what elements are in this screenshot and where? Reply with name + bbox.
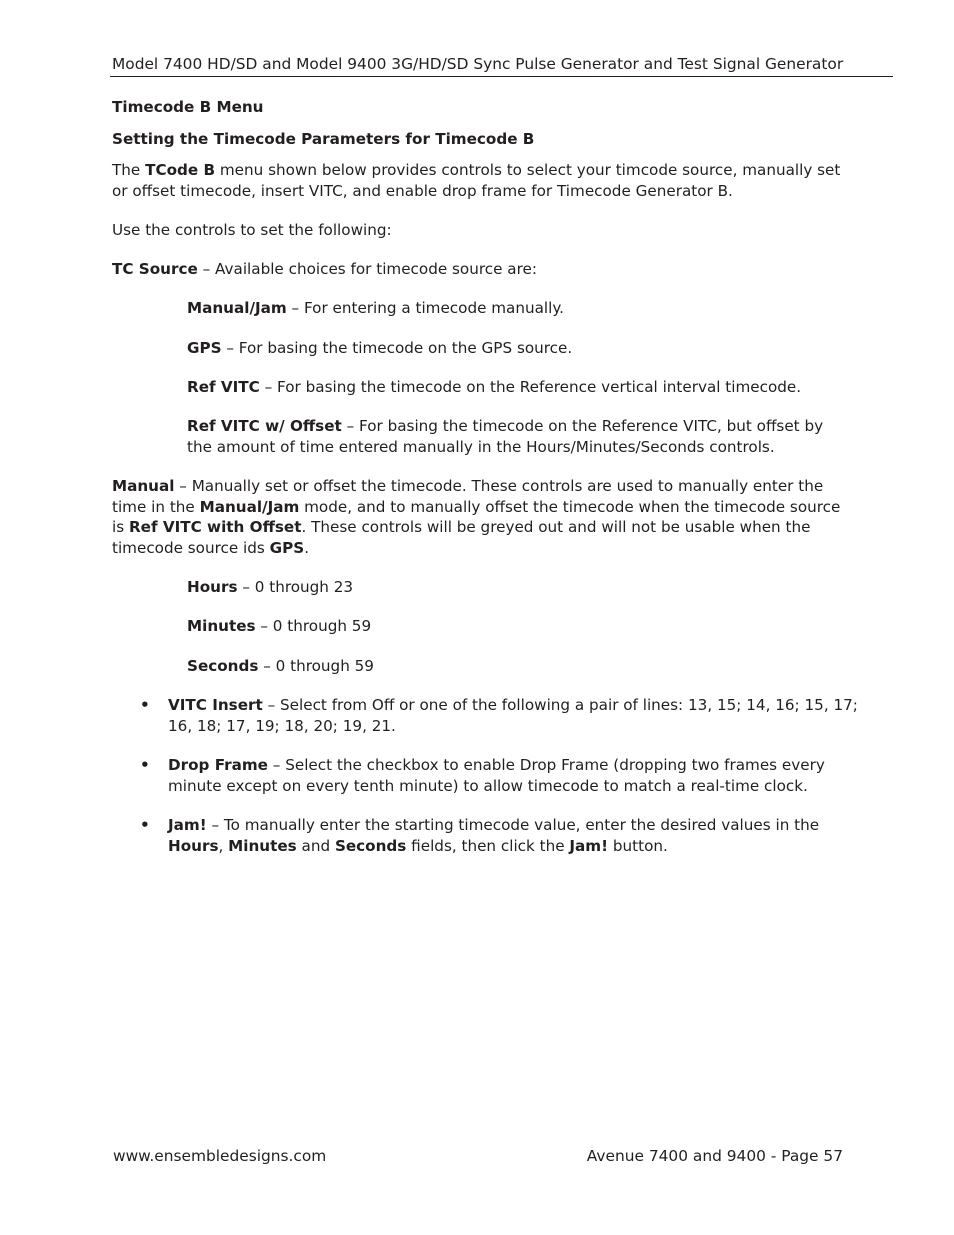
- bullet-jam-dot: •: [140, 816, 150, 834]
- section-heading: Setting the Timecode Parameters for Timecode B: [112, 130, 535, 148]
- tc-source-paragraph: TC Source – Available choices for timecode source are:: [112, 260, 537, 278]
- manual-paragraph: Manual – Manually set or offset the timecode. These controls are used to manually enter the time in the Manual/Jam mode, and to manually offset the timecode when the timecode source is Ref VITC with Offset. These controls will be greyed out and will not be usable when the timecode source ids GPS.: [112, 477, 841, 557]
- option-manual-jam: Manual/Jam – For entering a timecode manually.: [187, 299, 564, 317]
- footer-page-number: Avenue 7400 and 9400 - Page 57: [586, 1147, 843, 1165]
- menu-heading: Timecode B Menu: [112, 98, 264, 116]
- tcode-b-term: TCode B: [145, 161, 216, 179]
- option-gps: GPS – For basing the timecode on the GPS source.: [187, 339, 573, 357]
- footer-website: www.ensembledesigns.com: [113, 1147, 327, 1165]
- use-controls-text: Use the controls to set the following:: [112, 221, 392, 239]
- running-header: Model 7400 HD/SD and Model 9400 3G/HD/SD Sync Pulse Generator and Test Signal Generator: [112, 55, 844, 73]
- bullet-vitc-dot: •: [140, 696, 150, 714]
- bullet-jam: Jam! – To manually enter the starting timecode value, enter the desired values in the Hours, Minutes and Seconds fields, then click the Jam! button.: [168, 816, 820, 855]
- header-rule: [110, 76, 893, 77]
- range-hours: Hours – 0 through 23: [187, 578, 354, 596]
- range-minutes: Minutes – 0 through 59: [187, 617, 372, 635]
- intro-paragraph: The TCode B menu shown below provides controls to select your timcode source, manually set or offset timecode, insert VITC, and enable drop frame for Timecode Generator B.: [112, 161, 841, 200]
- bullet-drop-frame: Drop Frame – Select the checkbox to enable Drop Frame (dropping two frames every minute except on every tenth minute) to allow timecode to match a real-time clock.: [168, 756, 825, 795]
- bullet-vitc-insert: VITC Insert – Select from Off or one of the following a pair of lines: 13, 15; 14, 16; 15, 17; 16, 18; 17, 19; 18, 20; 19, 21.: [168, 696, 858, 735]
- option-ref-vitc-offset: Ref VITC w/ Offset – For basing the timecode on the Reference VITC, but offset by the amount of time entered manually in the Hours/Minutes/Seconds controls.: [187, 417, 824, 456]
- range-seconds: Seconds – 0 through 59: [187, 657, 374, 675]
- option-ref-vitc: Ref VITC – For basing the timecode on the Reference vertical interval timecode.: [187, 378, 802, 396]
- bullet-drop-dot: •: [140, 756, 150, 774]
- tc-source-term: TC Source: [112, 260, 198, 278]
